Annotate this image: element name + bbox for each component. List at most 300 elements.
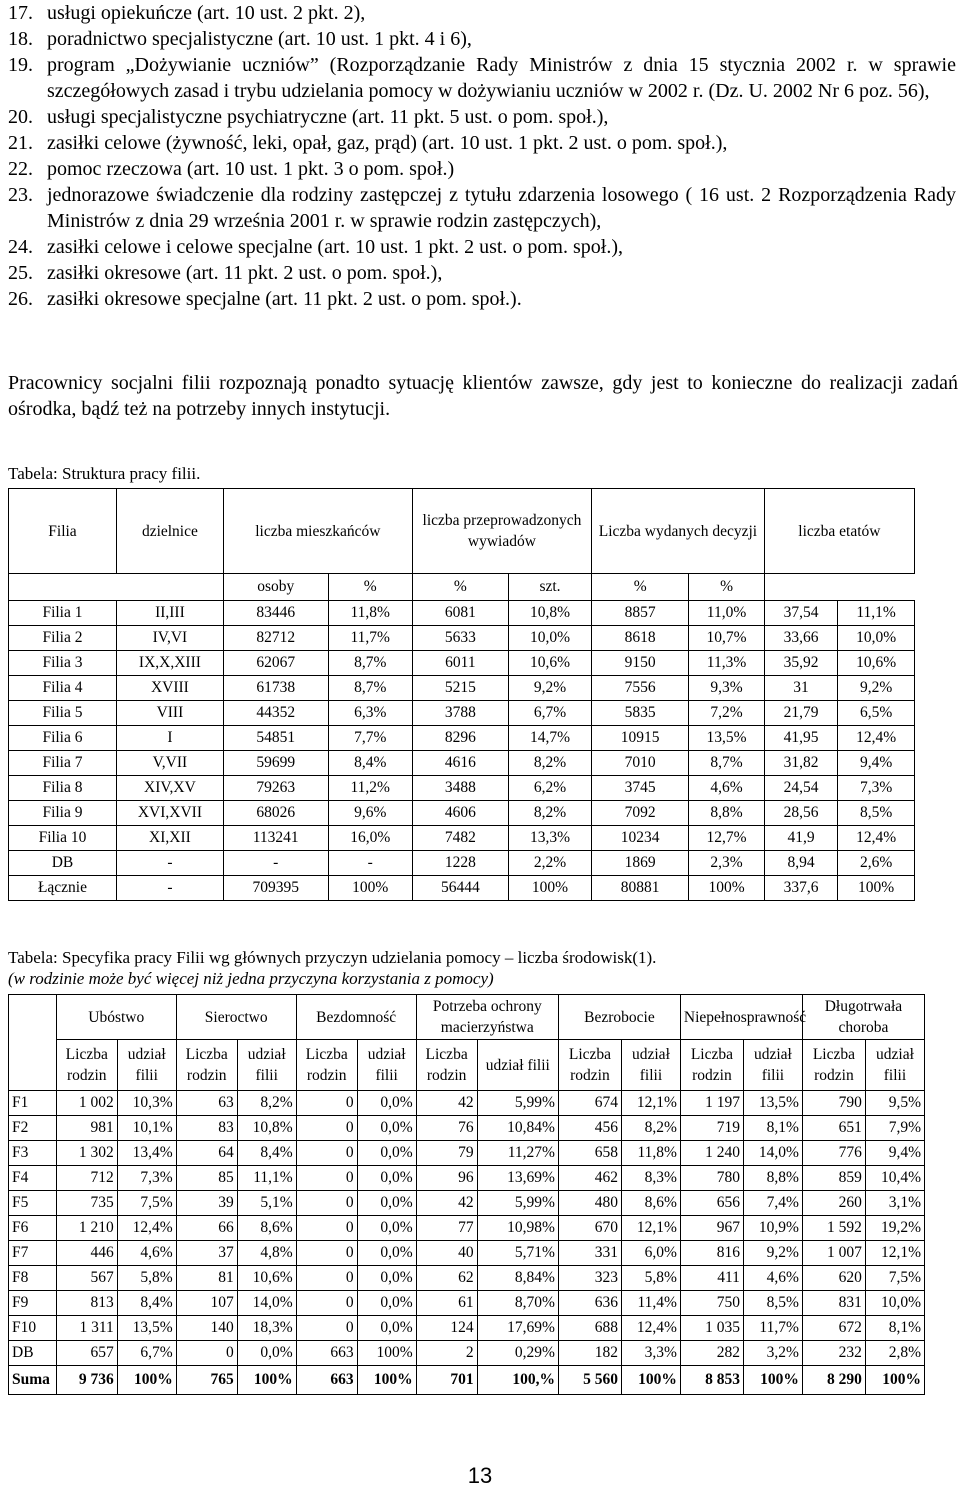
- group-header: Bezrobocie: [558, 995, 680, 1040]
- group-header: Niepełnosprawność: [680, 995, 802, 1040]
- table-row: [9, 1216, 925, 1241]
- table-cell: 0,0%: [357, 1191, 416, 1216]
- table-cell: 10,8%: [237, 1116, 296, 1141]
- table-cell: 4,8%: [237, 1241, 296, 1266]
- column-header: Filia: [9, 489, 117, 574]
- sum-row: [9, 1366, 925, 1395]
- page-number: 13: [467, 1463, 493, 1488]
- group-header: Długotrwała choroba: [802, 995, 924, 1040]
- table-cell: 13,5%: [743, 1091, 802, 1116]
- table-cell: 63: [176, 1091, 237, 1116]
- table-cell: 651: [802, 1116, 865, 1141]
- table-cell: 8857: [592, 601, 689, 626]
- table-cell: 674: [558, 1091, 621, 1116]
- table-header-row: [9, 489, 915, 574]
- list-item: [8, 26, 956, 52]
- table-cell: I: [116, 726, 223, 751]
- table-cell: 663: [296, 1341, 357, 1366]
- table-cell: 0: [296, 1141, 357, 1166]
- table-cell: 658: [558, 1141, 621, 1166]
- table1-caption: Tabela: Struktura pracy filii.: [8, 464, 201, 483]
- table-cell: 4606: [412, 801, 508, 826]
- row-label: F1: [9, 1091, 57, 1116]
- table-cell: 0: [296, 1266, 357, 1291]
- table-row: [9, 1141, 925, 1166]
- table-cell: 10,0%: [838, 626, 915, 651]
- table-cell: Filia 5: [9, 701, 117, 726]
- table-cell: 12,1%: [621, 1091, 680, 1116]
- legal-list: [8, 0, 956, 312]
- group-header: Potrzeba ochrony macierzyństwa: [416, 995, 558, 1040]
- sub-header-share: udział filii: [237, 1040, 296, 1091]
- unit-cell: %: [592, 574, 689, 601]
- sum-cell: 100%: [237, 1366, 296, 1395]
- list-number: 17.: [8, 2, 33, 24]
- table-cell: 11,8%: [328, 601, 412, 626]
- table-cell: 3745: [592, 776, 689, 801]
- table-cell: 79: [416, 1141, 477, 1166]
- table-cell: 11,7%: [743, 1316, 802, 1341]
- sum-cell: 663: [296, 1366, 357, 1395]
- table-cell: 780: [680, 1166, 743, 1191]
- specifics-table: [8, 994, 925, 1395]
- table-cell: 5215: [412, 676, 508, 701]
- table-cell: 14,0%: [743, 1141, 802, 1166]
- table-cell: 6,7%: [117, 1341, 176, 1366]
- column-header: Liczba wydanych decyzji: [592, 489, 765, 574]
- table-cell: 82712: [223, 626, 328, 651]
- table-cell: 61738: [223, 676, 328, 701]
- table-cell: 10,0%: [865, 1291, 924, 1316]
- table-row: [9, 651, 915, 676]
- table-cell: 10234: [592, 826, 689, 851]
- table-cell: 5,8%: [621, 1266, 680, 1291]
- table-cell: 567: [56, 1266, 117, 1291]
- table-cell: 62: [416, 1266, 477, 1291]
- unit-cell: szt.: [508, 574, 591, 601]
- table-cell: 0: [296, 1241, 357, 1266]
- table-cell: 12,4%: [838, 726, 915, 751]
- table-cell: 5,8%: [117, 1266, 176, 1291]
- table-cell: 8,94: [764, 851, 837, 876]
- table-cell: 8,6%: [621, 1191, 680, 1216]
- table-cell: 8,5%: [838, 801, 915, 826]
- table-cell: 16,0%: [328, 826, 412, 851]
- table-cell: 0,0%: [357, 1266, 416, 1291]
- table-cell: 11,4%: [621, 1291, 680, 1316]
- table-cell: 96: [416, 1166, 477, 1191]
- row-label: F3: [9, 1141, 57, 1166]
- table-cell: II,III: [116, 601, 223, 626]
- list-text: usługi specjalistyczne psychiatryczne (art. 11 pkt. 5 ust. o pom. społ.),: [47, 106, 609, 128]
- table-cell: 1 240: [680, 1141, 743, 1166]
- table-cell: 41,95: [764, 726, 837, 751]
- table-row: [9, 751, 915, 776]
- table-cell: 3788: [412, 701, 508, 726]
- table-row: [9, 801, 915, 826]
- table-cell: 13,5%: [117, 1316, 176, 1341]
- table-cell: IX,X,XIII: [116, 651, 223, 676]
- table-cell: 10,3%: [117, 1091, 176, 1116]
- table-cell: 232: [802, 1341, 865, 1366]
- table-cell: 14,7%: [508, 726, 591, 751]
- table-row: [9, 726, 915, 751]
- table-cell: 8,4%: [237, 1141, 296, 1166]
- table-cell: Filia 7: [9, 751, 117, 776]
- table-cell: 8,7%: [328, 651, 412, 676]
- table-cell: 59699: [223, 751, 328, 776]
- table-cell: 10,4%: [865, 1166, 924, 1191]
- table-cell: 13,5%: [689, 726, 765, 751]
- table-cell: 8,7%: [328, 676, 412, 701]
- list-number: 26.: [8, 288, 33, 310]
- table-cell: 9,6%: [328, 801, 412, 826]
- table-cell: 7,9%: [865, 1116, 924, 1141]
- table-cell: 8,8%: [689, 801, 765, 826]
- table-cell: 1 007: [802, 1241, 865, 1266]
- table-row: [9, 1191, 925, 1216]
- table-cell: 5,1%: [237, 1191, 296, 1216]
- table-cell: 6011: [412, 651, 508, 676]
- table-cell: 1 002: [56, 1091, 117, 1116]
- table-cell: 2,6%: [838, 851, 915, 876]
- table-cell: Filia 1: [9, 601, 117, 626]
- table-cell: 456: [558, 1116, 621, 1141]
- table-cell: 9,2%: [508, 676, 591, 701]
- table-cell: 81: [176, 1266, 237, 1291]
- table-cell: 42: [416, 1091, 477, 1116]
- table-cell: IV,VI: [116, 626, 223, 651]
- table-row: [9, 701, 915, 726]
- table-cell: 39: [176, 1191, 237, 1216]
- sub-header-count: Liczba rodzin: [56, 1040, 117, 1091]
- units-empty: [9, 574, 224, 601]
- table-cell: DB: [9, 851, 117, 876]
- group-header: Sieroctwo: [176, 995, 296, 1040]
- table-cell: 480: [558, 1191, 621, 1216]
- table-cell: 40: [416, 1241, 477, 1266]
- sub-header-share: udział filii: [117, 1040, 176, 1091]
- table-cell: 100%: [689, 876, 765, 901]
- table-cell: 54851: [223, 726, 328, 751]
- table-cell: 100%: [328, 876, 412, 901]
- table-cell: 13,4%: [117, 1141, 176, 1166]
- table-cell: 719: [680, 1116, 743, 1141]
- table-cell: 12,4%: [621, 1316, 680, 1341]
- table-cell: 11,1%: [838, 601, 915, 626]
- table-cell: 100%: [508, 876, 591, 901]
- table-cell: 0,0%: [357, 1216, 416, 1241]
- table-cell: 7,7%: [328, 726, 412, 751]
- table-row: [9, 1166, 925, 1191]
- table-cell: 0,0%: [357, 1116, 416, 1141]
- table-cell: 31,82: [764, 751, 837, 776]
- table-cell: 0: [176, 1341, 237, 1366]
- row-label: Suma: [9, 1366, 57, 1395]
- table-cell: 12,7%: [689, 826, 765, 851]
- table-cell: 656: [680, 1191, 743, 1216]
- table-cell: 8,7%: [689, 751, 765, 776]
- table-cell: 0,0%: [357, 1291, 416, 1316]
- table-cell: 709395: [223, 876, 328, 901]
- table-cell: 5,71%: [477, 1241, 558, 1266]
- table-cell: 8,2%: [508, 751, 591, 776]
- group-header-row: [9, 995, 925, 1040]
- table-row: [9, 676, 915, 701]
- column-header: liczba mieszkańców: [223, 489, 412, 574]
- table-row: [9, 826, 915, 851]
- table-cell: 0: [296, 1291, 357, 1316]
- table-cell: 1 197: [680, 1091, 743, 1116]
- table-cell: 8,6%: [237, 1216, 296, 1241]
- group-header: Ubóstwo: [56, 995, 176, 1040]
- table-cell: 8,1%: [743, 1116, 802, 1141]
- corner-cell: [9, 995, 57, 1091]
- table-cell: 5,99%: [477, 1091, 558, 1116]
- table-cell: 12,1%: [865, 1241, 924, 1266]
- list-text: zasiłki okresowe specjalne (art. 11 pkt. 2 ust. o pom. społ.).: [47, 288, 522, 310]
- table-cell: 8,2%: [621, 1116, 680, 1141]
- table-cell: 11,7%: [328, 626, 412, 651]
- table-cell: 76: [416, 1116, 477, 1141]
- table-cell: 636: [558, 1291, 621, 1316]
- table-cell: 813: [56, 1291, 117, 1316]
- table-cell: 10,7%: [689, 626, 765, 651]
- sum-cell: 8 290: [802, 1366, 865, 1395]
- table-cell: 2,8%: [865, 1341, 924, 1366]
- unit-cell: %: [412, 574, 508, 601]
- table-cell: 10,6%: [508, 651, 591, 676]
- sub-header-count: Liczba rodzin: [802, 1040, 865, 1091]
- table-cell: 4,6%: [743, 1266, 802, 1291]
- body-paragraph: Pracownicy socjalni filii rozpoznają ponadto sytuację klientów zawsze, gdy jest to konieczne do realizacji zadań ośrodka, bądź też na potrzeby innych instytucji.: [8, 372, 958, 420]
- table-row: [9, 1116, 925, 1141]
- list-number: 24.: [8, 236, 33, 258]
- table-cell: 0,0%: [357, 1316, 416, 1341]
- sum-cell: 100,%: [477, 1366, 558, 1395]
- table-cell: 981: [56, 1116, 117, 1141]
- table-cell: 2: [416, 1341, 477, 1366]
- row-label: F2: [9, 1116, 57, 1141]
- table-cell: 446: [56, 1241, 117, 1266]
- table-cell: 80881: [592, 876, 689, 901]
- table-cell: -: [116, 851, 223, 876]
- table-cell: Filia 10: [9, 826, 117, 851]
- row-label: F9: [9, 1291, 57, 1316]
- table-cell: 56444: [412, 876, 508, 901]
- table-cell: 68026: [223, 801, 328, 826]
- table-cell: 0: [296, 1116, 357, 1141]
- list-item: [8, 234, 956, 260]
- row-label: F4: [9, 1166, 57, 1191]
- table-cell: 3,1%: [865, 1191, 924, 1216]
- list-item: [8, 130, 956, 156]
- table-cell: 24,54: [764, 776, 837, 801]
- table-cell: 2,2%: [508, 851, 591, 876]
- list-item: [8, 104, 956, 130]
- table-cell: 670: [558, 1216, 621, 1241]
- table-cell: 8,2%: [508, 801, 591, 826]
- table-cell: Filia 2: [9, 626, 117, 651]
- table-cell: 712: [56, 1166, 117, 1191]
- table-cell: 85: [176, 1166, 237, 1191]
- sub-header-share: udział filii: [477, 1040, 558, 1091]
- table-cell: XI,XII: [116, 826, 223, 851]
- table-cell: 9,2%: [838, 676, 915, 701]
- table-cell: 1228: [412, 851, 508, 876]
- list-text: zasiłki celowe (żywność, leki, opał, gaz, prąd) (art. 10 ust. 1 pkt. 2 ust. o pom. społ.),: [47, 132, 728, 154]
- list-number: 22.: [8, 158, 33, 180]
- table-cell: 12,4%: [838, 826, 915, 851]
- table-cell: 10,9%: [743, 1216, 802, 1241]
- table-cell: 6081: [412, 601, 508, 626]
- sub-header-count: Liczba rodzin: [680, 1040, 743, 1091]
- table-cell: 33,66: [764, 626, 837, 651]
- table-cell: 411: [680, 1266, 743, 1291]
- table-cell: 10,6%: [838, 651, 915, 676]
- table-cell: 688: [558, 1316, 621, 1341]
- table-cell: 9,5%: [865, 1091, 924, 1116]
- table-cell: 7482: [412, 826, 508, 851]
- table-cell: 7,3%: [117, 1166, 176, 1191]
- table-cell: 1 035: [680, 1316, 743, 1341]
- sub-header-count: Liczba rodzin: [176, 1040, 237, 1091]
- table-cell: 8,84%: [477, 1266, 558, 1291]
- list-number: 19.: [8, 54, 33, 76]
- table-cell: 6,7%: [508, 701, 591, 726]
- table-cell: 831: [802, 1291, 865, 1316]
- sub-header-count: Liczba rodzin: [296, 1040, 357, 1091]
- table-cell: 0: [296, 1316, 357, 1341]
- table-cell: 11,2%: [328, 776, 412, 801]
- sum-cell: 701: [416, 1366, 477, 1395]
- list-item: [8, 286, 956, 312]
- table-cell: 12,4%: [117, 1216, 176, 1241]
- list-text: usługi opiekuńcze (art. 10 ust. 2 pkt. 2),: [47, 2, 366, 24]
- table-row: [9, 1341, 925, 1366]
- table-cell: 11,0%: [689, 601, 765, 626]
- structure-table: [8, 488, 915, 901]
- table-cell: 6,2%: [508, 776, 591, 801]
- units-row: [9, 574, 915, 601]
- table-cell: 0,0%: [237, 1341, 296, 1366]
- table-cell: 4,6%: [689, 776, 765, 801]
- list-item: [8, 260, 956, 286]
- column-header: liczba przeprowadzonych wywiadów: [412, 489, 591, 574]
- sum-cell: 100%: [621, 1366, 680, 1395]
- list-item: [8, 52, 956, 104]
- table-cell: 10,1%: [117, 1116, 176, 1141]
- table-cell: 19,2%: [865, 1216, 924, 1241]
- table-cell: VIII: [116, 701, 223, 726]
- table-cell: 7010: [592, 751, 689, 776]
- table-cell: 9,2%: [743, 1241, 802, 1266]
- row-label: F8: [9, 1266, 57, 1291]
- table-cell: 8,1%: [865, 1316, 924, 1341]
- list-number: 18.: [8, 28, 33, 50]
- table2-title: Tabela: Specyfika pracy Filii wg głównych przyczyn udzielania pomocy – liczba środowisk(1).: [8, 948, 657, 967]
- table-cell: 1 311: [56, 1316, 117, 1341]
- list-text: program „Dożywianie uczniów” (Rozporządzanie Rady Ministrów z dnia 15 stycznia 2002 r. w sprawie szczegółowych zasad i trybu udzielania pomocy w dożywianiu uczniów w 2002 r. (Dz. U. 2002 Nr 6 poz. 56),: [47, 54, 956, 102]
- table-cell: 7092: [592, 801, 689, 826]
- table-cell: 9,4%: [865, 1141, 924, 1166]
- table-cell: 62067: [223, 651, 328, 676]
- sum-cell: 100%: [743, 1366, 802, 1395]
- table-cell: 8,8%: [743, 1166, 802, 1191]
- table-cell: 28,56: [764, 801, 837, 826]
- table-cell: Filia 6: [9, 726, 117, 751]
- list-number: 21.: [8, 132, 33, 154]
- sum-cell: 765: [176, 1366, 237, 1395]
- list-item: [8, 0, 956, 26]
- table-cell: 0,0%: [357, 1141, 416, 1166]
- unit-cell: osoby: [223, 574, 328, 601]
- table-cell: 64: [176, 1141, 237, 1166]
- table-cell: Filia 4: [9, 676, 117, 701]
- row-label: F10: [9, 1316, 57, 1341]
- table-cell: 11,8%: [621, 1141, 680, 1166]
- table-row: [9, 851, 915, 876]
- table-cell: 790: [802, 1091, 865, 1116]
- row-label: DB: [9, 1341, 57, 1366]
- table-cell: 21,79: [764, 701, 837, 726]
- table-cell: 282: [680, 1341, 743, 1366]
- table-cell: -: [116, 876, 223, 901]
- table-cell: 672: [802, 1316, 865, 1341]
- table-cell: 2,3%: [689, 851, 765, 876]
- table-cell: 9,3%: [689, 676, 765, 701]
- list-item: [8, 182, 956, 234]
- table-cell: 4,6%: [117, 1241, 176, 1266]
- sub-header-share: udział filii: [621, 1040, 680, 1091]
- list-number: 23.: [8, 184, 33, 206]
- table-cell: 14,0%: [237, 1291, 296, 1316]
- table-cell: 657: [56, 1341, 117, 1366]
- sub-header-share: udział filii: [865, 1040, 924, 1091]
- table-row: [9, 626, 915, 651]
- table-cell: 12,1%: [621, 1216, 680, 1241]
- table-cell: 1869: [592, 851, 689, 876]
- table-cell: 10,98%: [477, 1216, 558, 1241]
- table-cell: 7,4%: [743, 1191, 802, 1216]
- list-text: jednorazowe świadczenie dla rodziny zastępczej z tytułu zdarzenia losowego ( 16 ust. 2 Rozporządzenia Rady Ministrów z dnia 29 września 2001 r. w sprawie rodzin zastępczych),: [47, 184, 956, 232]
- table-cell: 8,3%: [621, 1166, 680, 1191]
- table-row: [9, 776, 915, 801]
- table-cell: XVIII: [116, 676, 223, 701]
- table-cell: 0: [296, 1216, 357, 1241]
- column-header: dzielnice: [116, 489, 223, 574]
- table-cell: 11,3%: [689, 651, 765, 676]
- table-cell: 113241: [223, 826, 328, 851]
- table-cell: 10,6%: [237, 1266, 296, 1291]
- table-cell: 11,1%: [237, 1166, 296, 1191]
- table-cell: 9150: [592, 651, 689, 676]
- table-cell: 10,8%: [508, 601, 591, 626]
- table-cell: 776: [802, 1141, 865, 1166]
- table-row: [9, 1266, 925, 1291]
- table-cell: 750: [680, 1291, 743, 1316]
- table-cell: 44352: [223, 701, 328, 726]
- table-cell: 8618: [592, 626, 689, 651]
- table-cell: 8,4%: [328, 751, 412, 776]
- table-cell: 61: [416, 1291, 477, 1316]
- table2-note: (w rodzinie może być więcej niż jedna przyczyna korzystania z pomocy): [8, 969, 494, 988]
- table-cell: 0: [296, 1091, 357, 1116]
- row-label: F6: [9, 1216, 57, 1241]
- table-cell: -: [223, 851, 328, 876]
- table-row: [9, 1316, 925, 1341]
- sum-cell: 5 560: [558, 1366, 621, 1395]
